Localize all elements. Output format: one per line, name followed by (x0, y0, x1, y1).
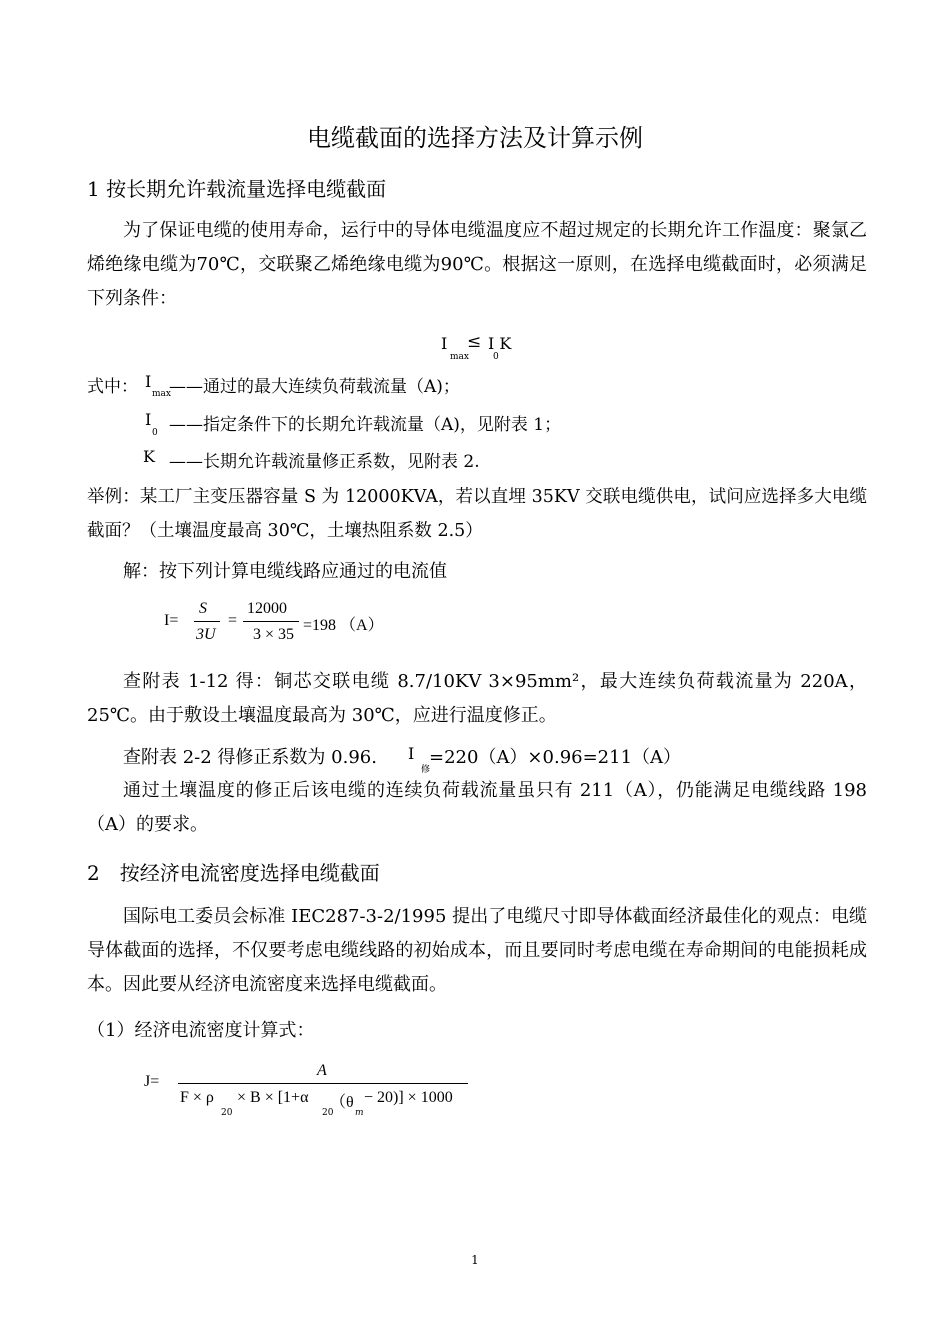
section-2-paragraph-1: 国际电工委员会标准 IEC287-3-2/1995 提出了电缆尺寸即导体截面经济最佳化的观点：电缆导体截面的选择，不仅要考虑电缆线路的初始成本，而且要同时考虑电缆在寿命期间的电能损耗成本。因此要从经济电流密度来选择电缆截面。 (87, 906, 867, 995)
formula-lhs: I= (164, 612, 179, 629)
def-sub: max (152, 389, 171, 399)
section-1-paragraph-1: 为了保证电缆的使用寿命，运行中的导体电缆温度应不超过规定的长期允许工作温度：聚氯乙烯绝缘电缆为70℃，交联聚乙烯绝缘电缆为90℃。根据这一原则，在选择电缆截面时，必须满足下列条件： (87, 220, 867, 309)
formula-2-lhs: J= (144, 1073, 160, 1090)
section-1-paragraph-4: 通过土壤温度的修正后该电缆的连续负荷载流量虽只有 211（A），仍能满足电缆线路 198（A）的要求。 (87, 780, 867, 835)
def-sub: 0 (152, 428, 158, 438)
para-3-symbol: I (408, 744, 415, 763)
fraction-2-denominator: 3 × 35 (253, 626, 295, 643)
fraction-2-bar (243, 621, 299, 622)
fraction-1-numerator: S (199, 600, 207, 617)
condition-rhs: I K (488, 334, 512, 353)
formula-2-d3-sub: m (355, 1108, 364, 1118)
where-label: 式中： (87, 377, 138, 397)
fraction-2-numerator: 12000 (247, 600, 287, 617)
fraction-1-bar (194, 621, 220, 622)
formula-2-d1-sub: 20 (221, 1108, 233, 1118)
example-paragraph: 举例：某工厂主变压器容量 S 为 12000KVA，若以直埋 35KV 交联电缆供电，试问应选择多大电缆截面？（土壤温度最高 30℃，土壤热阻系数 2.5） (87, 487, 867, 541)
para-3-sub: 修 (421, 765, 431, 775)
page-number: 1 (471, 1253, 479, 1267)
formula-result: =198 （A） (303, 617, 384, 634)
def-symbol: I (145, 410, 152, 429)
section-2-heading: 2 按经济电流密度选择电缆截面 (87, 861, 380, 885)
section-1-paragraph-2: 查附表 1-12 得：铜芯交联电缆 8.7/10KV 3×95mm²，最大连续负荷载流量为 220A，25℃。由于敷设土壤温度最高为 30℃，应进行温度修正。 (87, 671, 867, 726)
solution-line: 解：按下列计算电缆线路应通过的电流值 (123, 561, 447, 582)
def-symbol: K (143, 447, 155, 466)
def-text: ——指定条件下的长期允许载流量（A)，见附表 1； (169, 415, 562, 435)
section-2-item-1: （1）经济电流密度计算式： (87, 1020, 315, 1041)
formula-2-d2-sub: 20 (322, 1108, 334, 1118)
para-3-post: =220（A）×0.96=211（A） (429, 747, 682, 768)
formula-2-d2: × B × [1+α (237, 1089, 309, 1106)
page-title: 电缆截面的选择方法及计算示例 (307, 124, 643, 152)
formula-2-d1: F × ρ (180, 1089, 214, 1106)
def-symbol: I (145, 372, 152, 391)
condition-rhs-sub: 0 (493, 352, 499, 362)
formula-2-d3: （θ (330, 1094, 354, 1111)
section-1-heading: 1 按长期允许载流量选择电缆截面 (87, 177, 387, 201)
formula-2-numerator: A (317, 1062, 327, 1079)
def-text: ——通过的最大连续负荷载流量（A)； (169, 377, 460, 397)
def-text: ——长期允许载流量修正系数，见附表 2. (169, 452, 480, 472)
fraction-1-denominator: 3U (196, 626, 216, 643)
formula-equals: = (228, 612, 238, 629)
condition-lhs-sub: max (450, 352, 469, 362)
condition-operator: ≤ (467, 332, 482, 352)
para-3-pre: 查附表 2-2 得修正系数为 0.96. (123, 747, 377, 768)
formula-2-d4: − 20)] × 1000 (364, 1089, 453, 1106)
formula-2-bar (178, 1083, 468, 1084)
condition-lhs: I (441, 334, 448, 353)
